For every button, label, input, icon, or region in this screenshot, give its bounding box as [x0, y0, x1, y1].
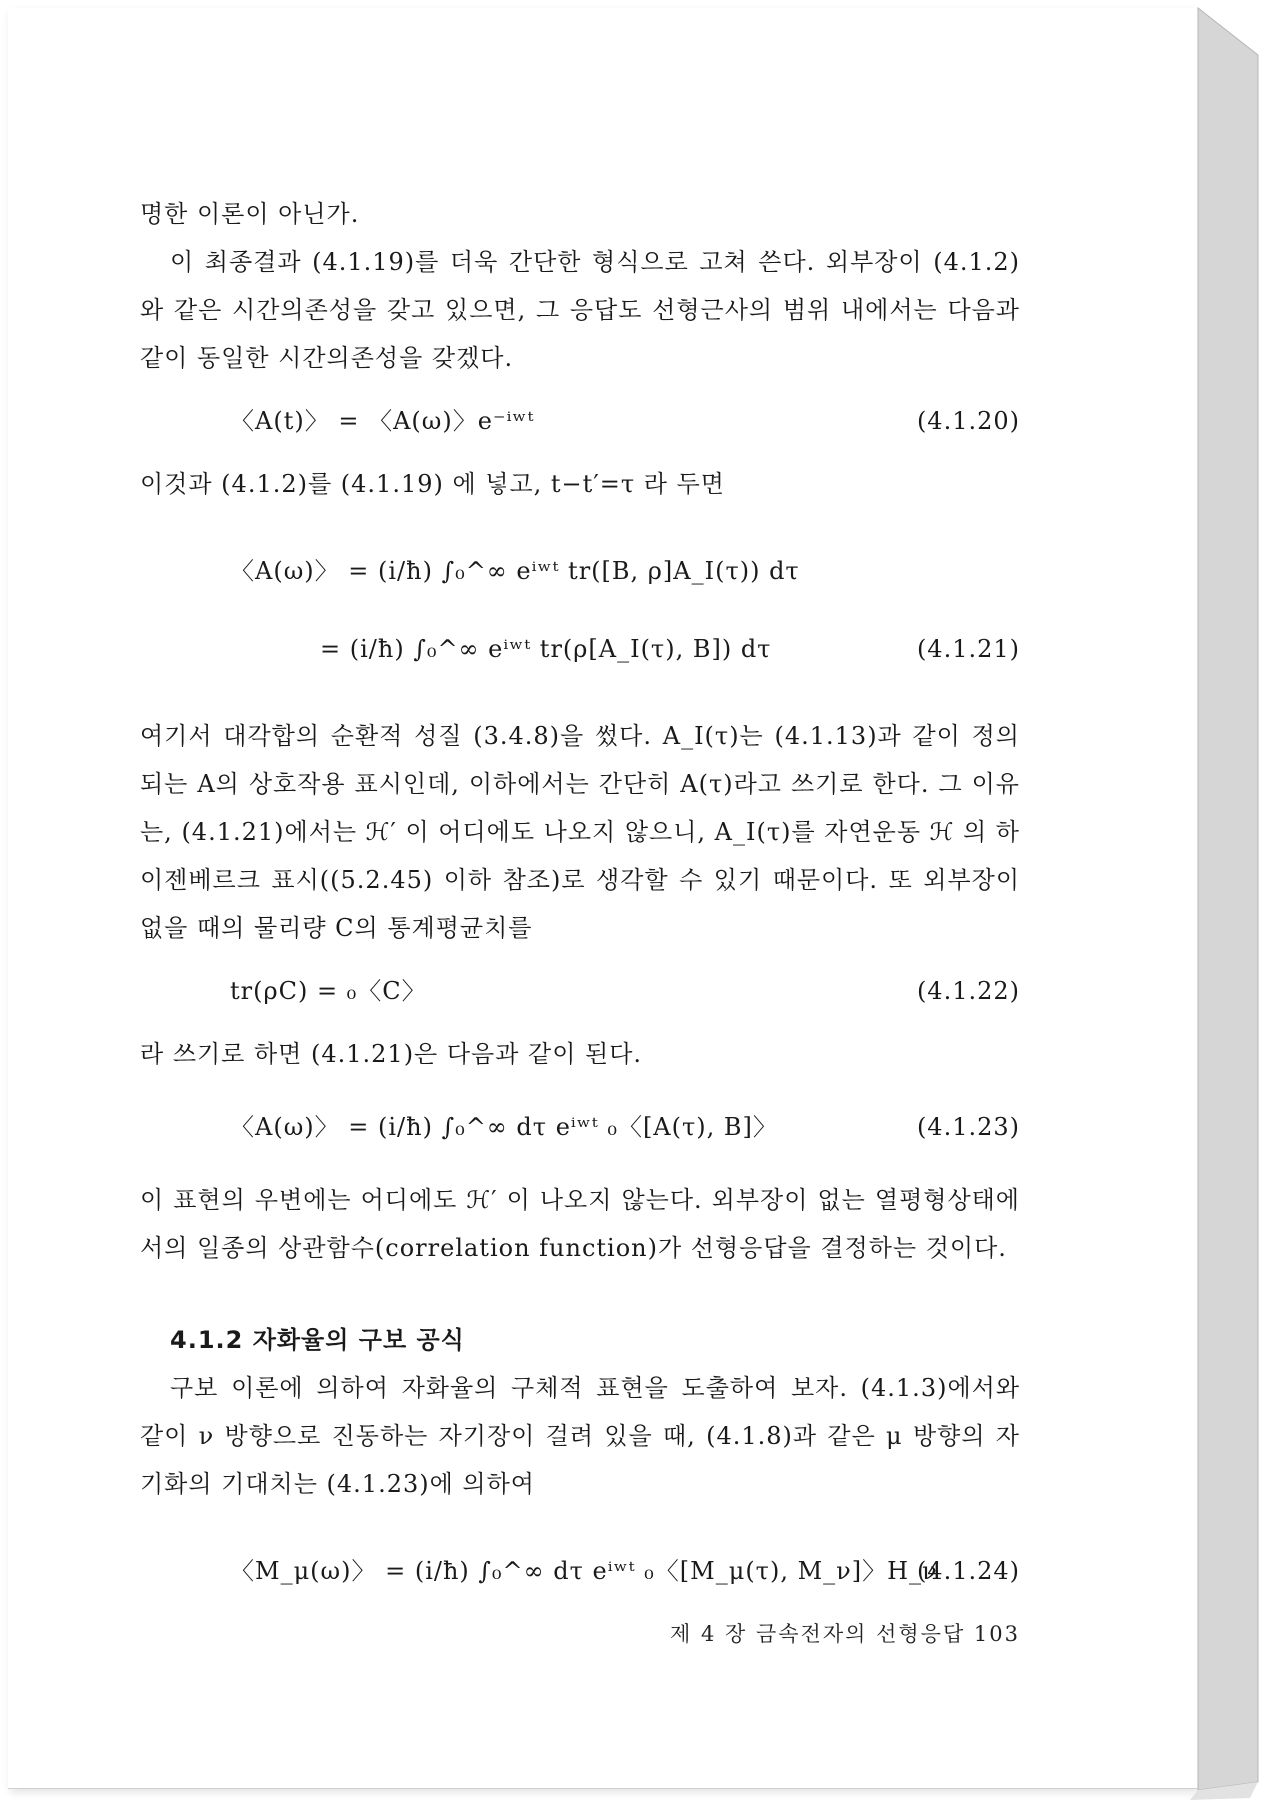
paragraph-2: 이 최종결과 (4.1.19)를 더욱 간단한 형식으로 고쳐 쓴다. 외부장이 (4.1.2)와 같은 시간의존성을 갖고 있으면, 그 응답도 선형근사의 범위 내에서는 다음과 같이 동일한 시간의존성을 갖겠다. [140, 248, 1020, 372]
equation-4-1-21-line1 [140, 532, 1020, 610]
equation-number: (4.1.21) [916, 635, 1020, 663]
equation-expression: 〈M_μ(ω)〉 = (i/ħ) ∫₀^∞ dτ eⁱʷᵗ ₀〈[M_μ(τ), M_ν]〉H_ν [230, 1557, 938, 1585]
paragraph-1: 명한 이론이 아닌가. [140, 200, 360, 228]
paragraph-4: 여기서 대각합의 순환적 성질 (3.4.8)을 썼다. A_I(τ)는 (4.1.13)과 같이 정의되는 A의 상호작용 표시인데, 이하에서는 간단히 A(τ)라고 쓰기로 한다. 그 이유는, (4.1.21)에서는 ℋ′ 이 어디에도 나오지 않으니, A_I(τ)를 자연운동 ℋ 의 하이젠베르크 표시((5.2.45) 이하 참조)로 생각할 수 있기 때문이다. 또 외부장이 없을 때의 물리량 C의 통계평균치를 [140, 722, 1020, 942]
page-content [140, 190, 1020, 1610]
equation-4-1-23 [140, 1088, 1020, 1166]
equation-4-1-21-line2 [140, 610, 1020, 688]
equation-expression: 〈A(t)〉 = 〈A(ω)〉e⁻ⁱʷᵗ [230, 407, 535, 435]
equation-4-1-22 [140, 962, 1020, 1020]
equation-4-1-24 [140, 1532, 1020, 1610]
equation-4-1-20 [140, 392, 1020, 450]
section-title: 4.1.2 자화율의 구보 공식 [170, 1326, 465, 1354]
equation-number: (4.1.23) [916, 1113, 1020, 1141]
page-footer: 제 4 장 금속전자의 선형응답 103 [670, 1622, 1020, 1646]
equation-number: (4.1.22) [916, 977, 1020, 1005]
paragraph-3: 이것과 (4.1.2)를 (4.1.19) 에 넣고, t−t′=τ 라 두면 [140, 470, 725, 498]
equation-number: (4.1.20) [916, 407, 1020, 435]
paragraph-6: 이 표현의 우변에는 어디에도 ℋ′ 이 나오지 않는다. 외부장이 없는 열평형상태에서의 일종의 상관함수(correlation function)가 선형응답을 결정하는 것이다. [140, 1186, 1020, 1262]
equation-expression: = (i/ħ) ∫₀^∞ eⁱʷᵗ tr(ρ[A_I(τ), B]) dτ [320, 635, 772, 663]
equation-expression: 〈A(ω)〉 = (i/ħ) ∫₀^∞ eⁱʷᵗ tr([B, ρ]A_I(τ)) dτ [230, 557, 800, 585]
equation-number: (4.1.24) [916, 1557, 1020, 1585]
equation-expression: 〈A(ω)〉 = (i/ħ) ∫₀^∞ dτ eⁱʷᵗ ₀〈[A(τ), B]〉 [230, 1113, 778, 1141]
equation-expression: tr(ρC) = ₀〈C〉 [230, 977, 427, 1005]
paragraph-7: 구보 이론에 의하여 자화율의 구체적 표현을 도출하여 보자. (4.1.3)에서와 같이 ν 방향으로 진동하는 자기장이 걸려 있을 때, (4.1.8)과 같은 μ 방향의 자기화의 기대치는 (4.1.23)에 의하여 [140, 1374, 1020, 1498]
paragraph-5: 라 쓰기로 하면 (4.1.21)은 다음과 같이 된다. [140, 1040, 643, 1068]
